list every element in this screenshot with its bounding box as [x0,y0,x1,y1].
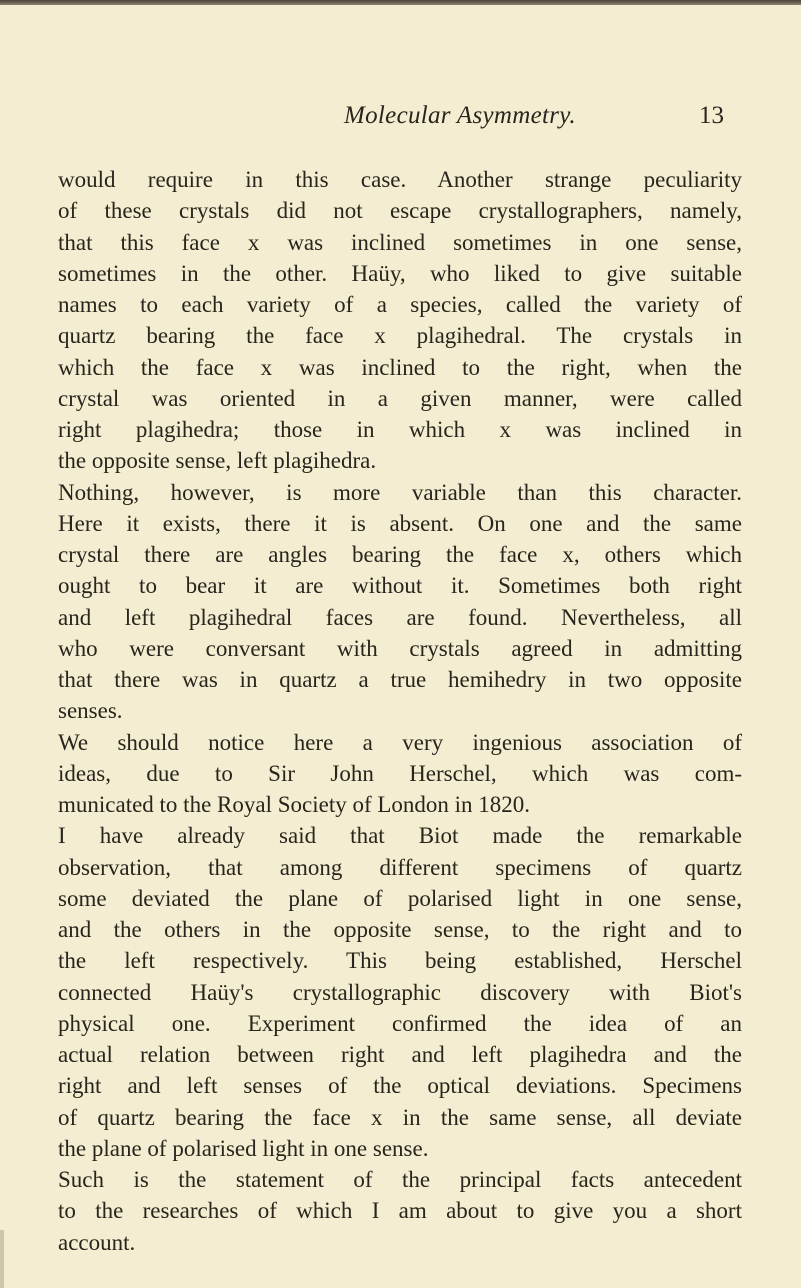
text-line: connected Haüy's crystallographic discovery with Biot's [58,979,742,1005]
text-line: crystal was oriented in a given manner, were called [58,385,742,411]
text-line: that there was in quartz a true hemihedry in two opposite [58,667,742,692]
running-title: Molecular Asymmetry. [344,102,576,129]
text-line: right plagihedra; those in which x was inclined in [58,417,742,442]
text-line: I have already said that Biot made the remarkable [58,823,742,849]
text-line: the left respectively. This being established, Herschel [58,948,742,974]
body-text [58,164,742,1258]
text-line: would require in this case. Another strange peculiarity [58,167,742,192]
text-line: sometimes in the other. Haüy, who liked to give suitable [58,260,742,286]
text-line: right and left senses of the optical deviations. Specimens [58,1073,742,1099]
text-line: We should notice here a very ingenious association of [58,729,742,755]
running-head [0,102,801,142]
text-line: observation, that among different specimens of quartz [58,854,742,880]
page-number: 13 [699,102,724,129]
text-line: the opposite sense, left plagihedra. [58,448,377,474]
text-line: and the others in the opposite sense, to the right and to [58,917,742,942]
text-line: to the researches of which I am about to give you a short [58,1198,742,1224]
text-line: physical one. Experiment confirmed the idea of an [58,1010,742,1036]
text-line: names to each variety of a species, called the variety of [58,292,742,317]
text-line: municated to the Royal Society of London in 1820. [58,792,531,817]
text-line: which the face x was inclined to the right, when the [58,354,742,380]
text-line: ought to bear it are without it. Sometimes both right [58,573,742,599]
text-line: some deviated the plane of polarised light in one sense, [58,885,742,911]
text-line: of these crystals did not escape crystallographers, namely, [58,198,742,224]
text-line: Such is the statement of the principal facts antecedent [58,1167,742,1192]
text-line: account. [58,1229,136,1255]
text-line: actual relation between right and left plagihedra and the [58,1042,742,1067]
page-edge-shadow [0,1230,4,1288]
text-line: Nothing, however, is more variable than this character. [58,479,742,505]
text-line: quartz bearing the face x plagihedral. The crystals in [58,323,742,349]
text-line: ideas, due to Sir John Herschel, which was com- [58,760,742,786]
text-line: Here it exists, there it is absent. On one and the same [58,510,742,536]
text-line: that this face x was inclined sometimes in one sense, [58,229,742,255]
text-line: of quartz bearing the face x in the same sense, all deviate [58,1104,742,1130]
top-edge-rule [0,0,801,5]
text-line: crystal there are angles bearing the face x, others which [58,542,742,567]
text-line: who were conversant with crystals agreed in admitting [58,635,742,661]
text-line: and left plagihedral faces are found. Nevertheless, all [58,604,742,630]
text-line: the plane of polarised light in one sense. [58,1135,429,1161]
text-line: senses. [58,698,123,724]
